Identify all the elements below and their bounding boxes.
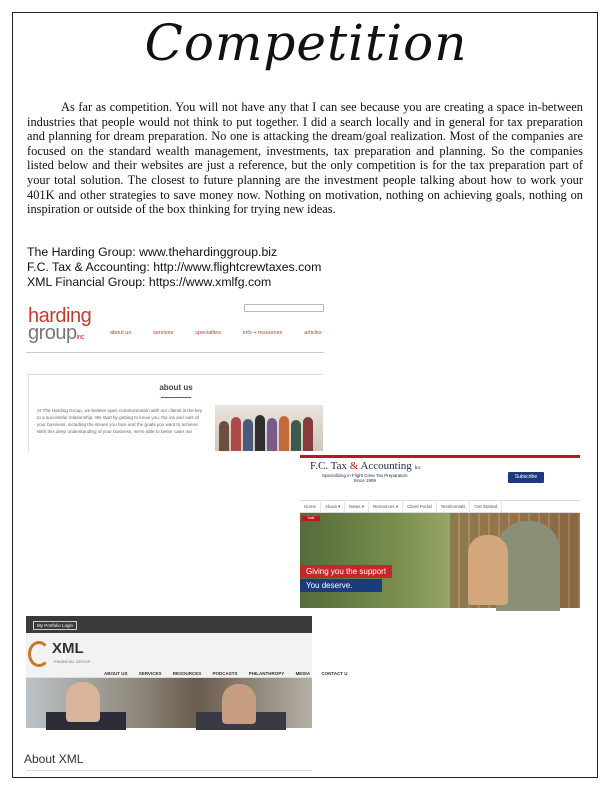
- fc-nav-item: News ▾: [345, 501, 369, 513]
- harding-about-text: At The Harding Group, we believe open communication with our clients is the key to a successful relationship. We start by getting to know you, the ins and outs of your business, including the issues you face and the goals you want to achieve. With this deep understanding of your business, we're able to better cater our: [37, 408, 203, 434]
- xml-nav-item: MEDIA: [295, 671, 311, 676]
- page-title: Competition: [144, 14, 468, 72]
- fc-logo: F.C. Tax & Accounting Inc: [310, 460, 421, 472]
- harding-nav-item: info + resources: [242, 330, 283, 336]
- xml-website-screenshot: [24, 616, 348, 776]
- fc-nav-item: About ▾: [321, 501, 345, 513]
- harding-website-screenshot: [26, 298, 324, 450]
- xml-header: [26, 633, 348, 678]
- xml-logo: XML: [52, 640, 84, 657]
- harding-search-box: [244, 304, 324, 312]
- xml-nav-item: SERVICES: [138, 671, 162, 676]
- fc-nav-item: Client Portal: [403, 501, 437, 512]
- xml-login-button: My Portfolio Login: [33, 621, 77, 630]
- harding-about-rule: [161, 397, 191, 398]
- xml-nav-item: PODCASTS: [212, 671, 238, 676]
- xml-nav-item: CONTACT U: [321, 671, 348, 676]
- fc-subscribe-button: Subscribe: [508, 472, 544, 483]
- xml-hero-photo: [26, 678, 312, 728]
- xml-nav-item: ABOUT US: [104, 671, 128, 676]
- xml-nav: [104, 671, 358, 676]
- fc-nav-item: Resources ▾: [369, 501, 403, 513]
- body-paragraph: As far as competition. You will not have any that I can see because you are creating a space in-between industries that people would not think to put together. I did a search locally and in general for tax preparation and planning for dream preparation. No one is attacking the dream/goal realization. Most of the companies are focused on the standard wealth management, investments, tax preparation and planning. So the companies listed below and their websites are just a reference, but the only competition is for the tax preparation part of your total solution. The closest to future planning are the investment people talking about how to work your 401K and other strategies to save money now. Nothing on motivation, nothing on achieving goals, nothing on inspiration or outside of the box thinking for trying new ideas.: [27, 100, 583, 217]
- xml-top-bar: [26, 616, 312, 633]
- fc-hero-image: [300, 513, 580, 608]
- child-figure: [468, 535, 508, 605]
- person-figure: [222, 684, 256, 724]
- harding-about-card: [28, 374, 323, 451]
- xml-divider: [26, 770, 312, 771]
- harding-about-heading: about us: [159, 383, 193, 392]
- harding-divider: [26, 352, 324, 353]
- xml-nav-item: RESOURCES: [172, 671, 202, 676]
- competitor-xml: XML Financial Group: https://www.xmlfg.com: [27, 275, 272, 289]
- harding-team-photo: [215, 405, 323, 451]
- fc-badge: Sale: [302, 516, 320, 521]
- fc-tagline: Specializing in Flight Crew Tax Preparation Since 1999: [322, 473, 408, 483]
- xml-about-heading: About XML: [24, 752, 84, 766]
- harding-nav-item: services: [153, 330, 174, 336]
- fc-nav-item: Get Started: [470, 501, 502, 512]
- harding-nav-item: about us: [110, 330, 132, 336]
- harding-nav-item: articles: [304, 330, 322, 336]
- competitor-fc-tax: F.C. Tax & Accounting: http://www.flightcrewtaxes.com: [27, 260, 322, 274]
- competitor-harding: The Harding Group: www.thehardinggroup.biz: [27, 245, 278, 259]
- harding-nav: [110, 330, 344, 336]
- competitor-list: [27, 245, 321, 290]
- person-figure: [66, 682, 100, 722]
- harding-nav-item: specialties: [195, 330, 221, 336]
- fc-nav-item: Testimonials: [437, 501, 471, 512]
- fc-top-bar: [300, 455, 580, 458]
- harding-logo: harding groupinc: [28, 305, 92, 344]
- xml-logo-sub: FINANCIAL GROUP: [54, 659, 91, 664]
- xml-nav-item: PHILANTHROPY: [248, 671, 285, 676]
- fc-banner-deserve: You deserve.: [300, 579, 382, 592]
- fc-nav-item: Home: [300, 501, 321, 512]
- fc-nav: [300, 500, 580, 513]
- fc-tax-website-screenshot: [300, 455, 580, 608]
- xml-swirl-icon: [28, 641, 50, 667]
- fc-banner-support: Giving you the support: [300, 565, 392, 578]
